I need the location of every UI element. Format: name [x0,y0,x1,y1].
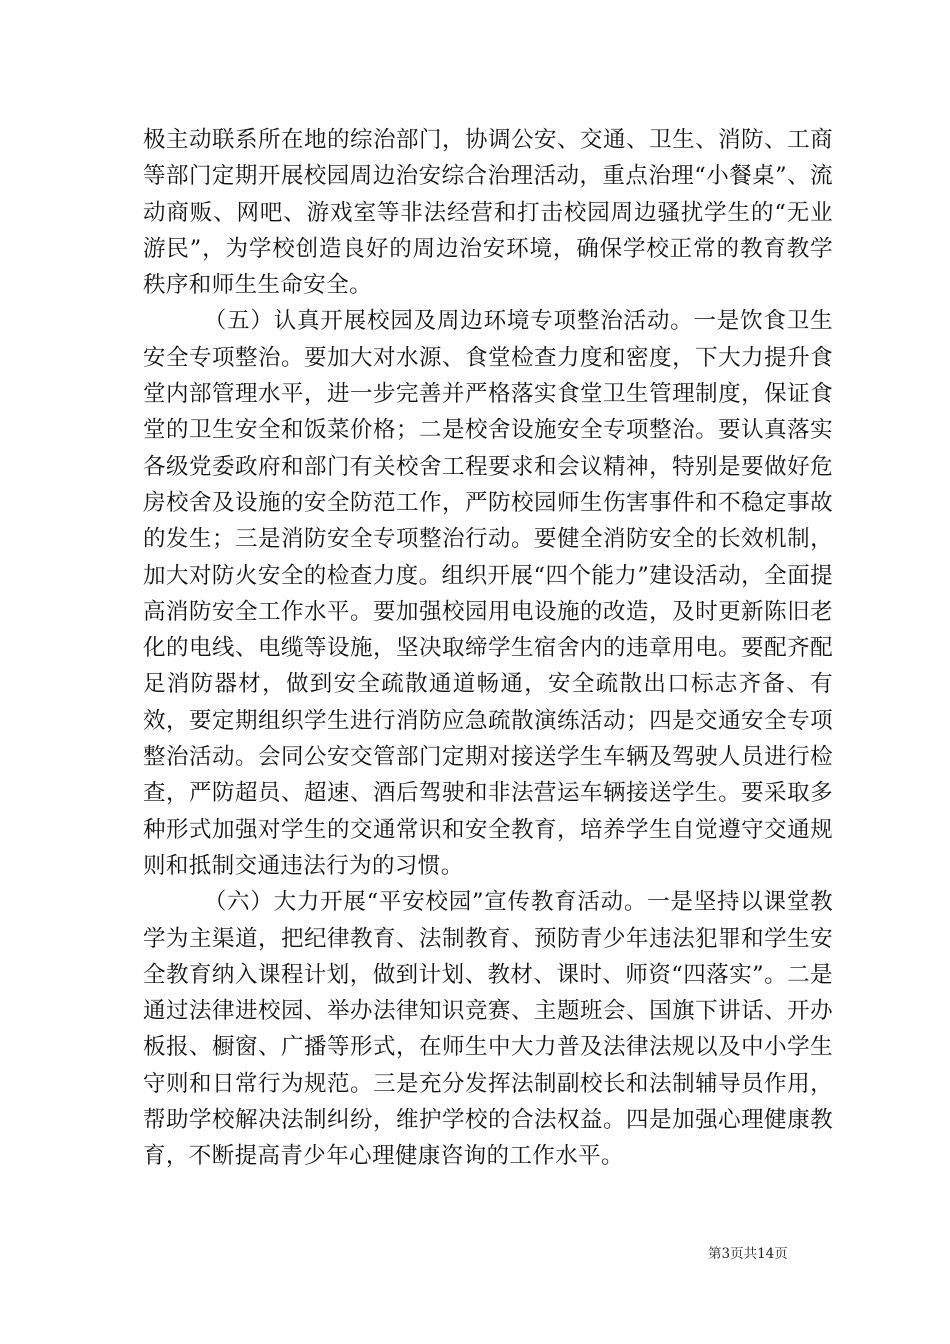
document-body [143,122,833,1175]
paragraph-section-six: （六）大力开展“平安校园”宣传教育活动。一是坚持以课堂教学为主渠道，把纪律教育、法制教育、预防青少年违法犯罪和学生安全教育纳入课程计划，做到计划、教材、课时、师资“四落实”。二是通过法律进校园、举办法律知识竞赛、主题班会、国旗下讲话、开办板报、橱窗、广播等形式，在师生中大力普及法律法规以及中小学生守则和日常行为规范。三是充分发挥法制副校长和法制辅导员作用，帮助学校解决法制纠纷，维护学校的合法权益。四是加强心理健康教育，不断提高青少年心理健康咨询的工作水平。 [143,889,833,1170]
paragraph-section-five: （五）认真开展校园及周边环境专项整治活动。一是饮食卫生安全专项整治。要加大对水源、食堂检查力度和密度，下大力提升食堂内部管理水平，进一步完善并严格落实食堂卫生管理制度，保证食堂的卫生安全和饭菜价格；二是校舍设施安全专项整治。要认真落实各级党委政府和部门有关校舍工程要求和会议精神，特别是要做好危房校舍及设施的安全防范工作，严防校园师生伤害事件和不稳定事故的发生；三是消防安全专项整治行动。要健全消防安全的长效机制，加大对防火安全的检查力度。组织开展“四个能力”建设活动，全面提高消防安全工作水平。要加强校园用电设施的改造，及时更新陈旧老化的电线、电缆等设施，坚决取缔学生宿舍内的违章用电。要配齐配足消防器材，做到安全疏散通道畅通，安全疏散出口标志齐备、有效，要定期组织学生进行消防应急疏散演练活动；四是交通安全专项整治活动。会同公安交管部门定期对接送学生车辆及驾驶人员进行检查，严防超员、超速、酒后驾驶和非法营运车辆接送学生。要采取多种形式加强对学生的交通常识和安全教育，培养学生自觉遵守交通规则和抵制交通违法行为的习惯。 [143,308,833,879]
paragraph-continuation: 极主动联系所在地的综治部门，协调公安、交通、卫生、消防、工商等部门定期开展校园周边治安综合治理活动，重点治理“小餐桌”、流动商贩、网吧、游戏室等非法经营和打击校园周边骚扰学生的“无业游民”，为学校创造良好的周边治安环境，确保学校正常的教育教学秩序和师生生命安全。 [143,127,833,299]
page-number-footer: 第3页共14页 [708,1246,788,1262]
